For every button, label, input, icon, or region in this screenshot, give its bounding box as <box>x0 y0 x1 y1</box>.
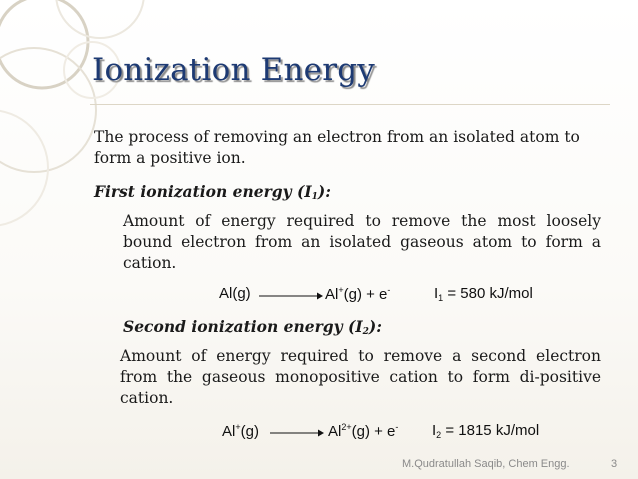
second-ie-heading-suffix: ): <box>368 317 382 336</box>
first-ie-equation <box>0 285 638 305</box>
page-number: 3 <box>611 458 618 470</box>
eq2-reactant-charge: + <box>235 422 241 432</box>
eq2-reactant <box>222 422 259 440</box>
eq1-reactant: Al(g) <box>219 285 251 302</box>
eq1-arrow-icon <box>259 291 323 301</box>
eq1-energy-value: = 580 kJ/mol <box>443 285 533 302</box>
second-ie-heading-prefix: Second ionization energy (I <box>123 317 363 336</box>
second-ie-heading <box>123 316 382 343</box>
first-ie-description: Amount of energy required to remove the most loosely bound electron from an isolated gaseous atom to form a cation. <box>123 212 601 272</box>
eq1-product-base: Al <box>325 286 339 303</box>
first-ie-heading <box>94 181 331 208</box>
eq2-energy-value: = 1815 kJ/mol <box>441 422 540 439</box>
eq1-energy <box>434 285 533 303</box>
slide-title: Ionization Energy <box>92 52 375 88</box>
eq2-product-base: Al <box>328 423 342 440</box>
eq2-product <box>328 422 398 440</box>
first-ie-heading-suffix: ): <box>317 182 331 201</box>
eq1-electron-charge: - <box>387 285 391 295</box>
second-ie-description: Amount of energy required to remove a second electron from the gaseous monopositive cation to form di-positive cation. <box>120 347 601 407</box>
eq1-product-charge: + <box>338 285 344 295</box>
eq2-reactant-base: Al <box>222 423 236 440</box>
first-ie-heading-sub: 1 <box>311 192 318 202</box>
second-ie-heading-sub: 2 <box>362 327 369 337</box>
eq2-electron-charge: - <box>395 422 399 432</box>
eq1-product <box>325 285 390 303</box>
footer-author: M.Qudratullah Saqib, Chem Engg. <box>402 458 570 470</box>
first-ie-heading-prefix: First ionization energy (I <box>94 182 312 201</box>
eq1-energy-sub: 1 <box>438 293 444 303</box>
eq2-product-charge: 2+ <box>341 422 352 432</box>
intro-text: The process of removing an electron from an isolated atom to form a positive ion. <box>94 128 580 167</box>
eq2-energy-sub: 2 <box>436 430 442 440</box>
eq2-arrow-icon <box>270 428 324 438</box>
title-divider <box>90 104 610 105</box>
eq2-energy-symbol: I <box>432 422 437 439</box>
eq2-product-state: (g) + e <box>351 423 396 440</box>
second-ie-equation <box>0 422 638 442</box>
eq2-reactant-state: (g) <box>240 423 259 440</box>
eq1-product-state: (g) + e <box>343 286 388 303</box>
eq2-energy <box>432 422 539 440</box>
eq1-energy-symbol: I <box>434 285 439 302</box>
